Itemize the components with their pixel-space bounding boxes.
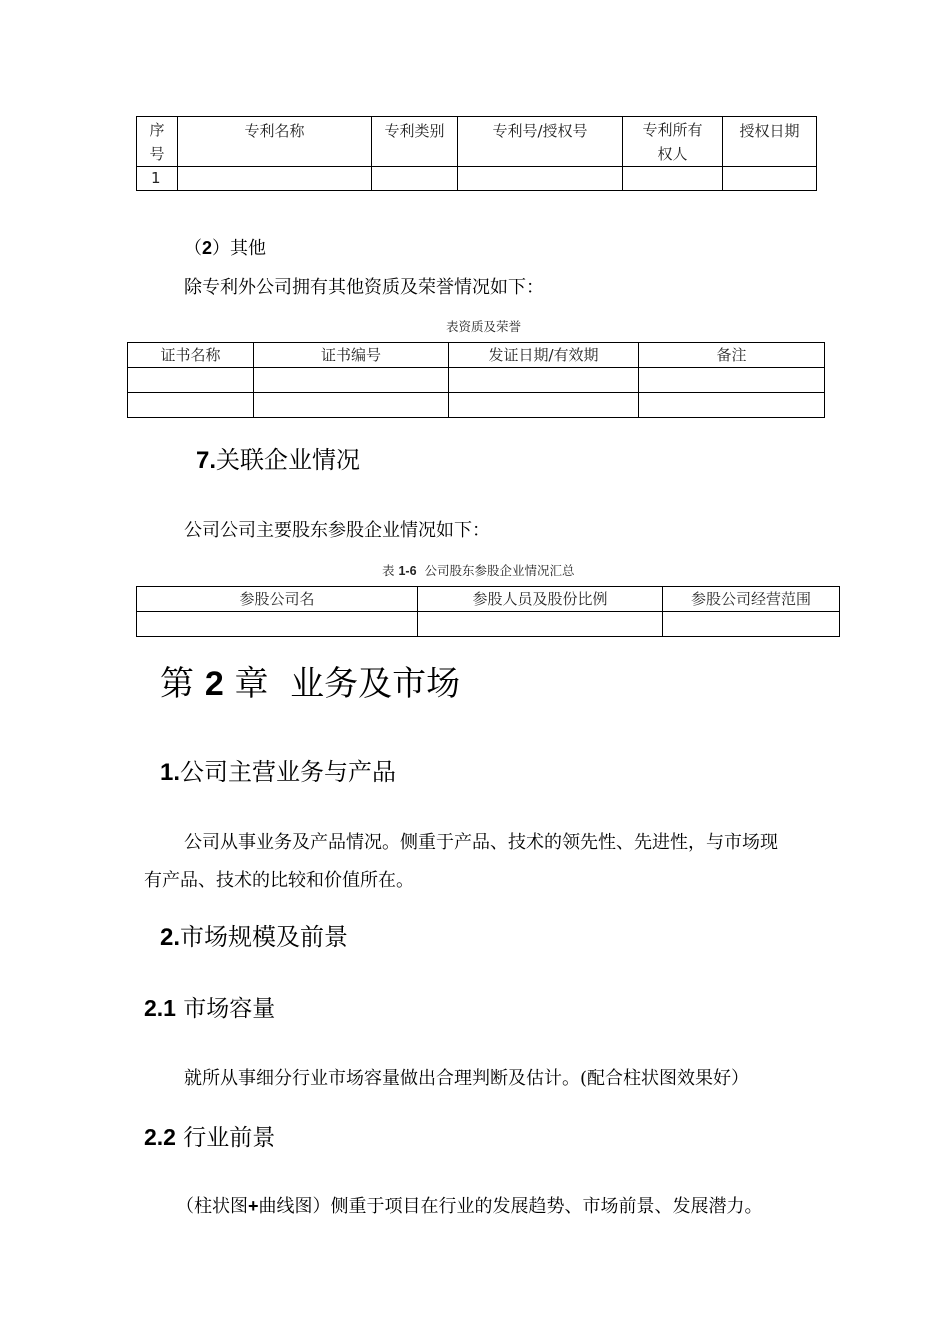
section-7-num: 7. <box>196 447 217 474</box>
header-owner-line2: 权人 <box>657 145 688 163</box>
section-2-1-heading <box>144 990 275 1023</box>
table-cell <box>458 167 623 191</box>
header-cell-patent-name: 专利名称 <box>178 117 372 167</box>
table-row <box>128 368 825 393</box>
table-header-row <box>137 587 840 612</box>
table-cell <box>418 612 663 637</box>
section-2-2-para-plus: + <box>248 1196 259 1216</box>
chapter-2-prefix: 第 <box>160 664 205 704</box>
header-cell-patent-owner <box>623 117 723 167</box>
section-1-num: 1. <box>160 759 181 786</box>
table-cell <box>639 393 825 418</box>
table-cell <box>623 167 723 191</box>
section-2-2-paragraph <box>176 1192 763 1218</box>
header-cell-patent-type: 专利类别 <box>372 117 458 167</box>
patent-table <box>136 116 817 191</box>
table-cell <box>639 368 825 393</box>
header-cell-seq <box>137 117 178 167</box>
section-2-2-num: 2.2 <box>144 1124 176 1150</box>
table-cell <box>723 167 817 191</box>
header-cell-company-name: 参股公司名 <box>137 587 418 612</box>
share-table <box>136 586 840 637</box>
header-cell-issue-date: 发证日期/有效期 <box>449 343 639 368</box>
table-header-row <box>128 343 825 368</box>
section-2-2-heading <box>144 1119 275 1152</box>
chapter-2-num: 2 <box>204 665 224 703</box>
table-cell <box>449 368 639 393</box>
share-caption-text: 公司股东参股企业情况汇总 <box>416 563 575 578</box>
table-row <box>128 393 825 418</box>
section-1-paragraph-line1: 公司从事业务及产品情况。侧重于产品、技术的领先性、先进性，与市场现 <box>184 832 778 853</box>
section-2-2-para-open: （柱状图 <box>176 1196 248 1217</box>
header-cell-business-scope: 参股公司经营范围 <box>663 587 840 612</box>
other-heading-text: ）其他 <box>212 238 267 259</box>
section-1-paragraph-line2: 有产品、技术的比较和价值所在。 <box>144 870 414 891</box>
chapter-2-title: 章 业务及市场 <box>223 664 461 704</box>
other-intro: 除专利外公司拥有其他资质及荣誉情况如下： <box>184 277 544 298</box>
section-7-intro: 公司公司主要股东参股企业情况如下： <box>184 520 490 541</box>
table-header-row <box>137 117 817 167</box>
header-cell-patent-number: 专利号/授权号 <box>458 117 623 167</box>
header-seq-line2: 号 <box>149 145 165 163</box>
section-2-2-para-rest: 曲线图）侧重于项目在行业的发展趋势、市场前景、发展潜力。 <box>258 1196 763 1217</box>
table-cell <box>254 368 449 393</box>
table-cell <box>178 167 372 191</box>
header-cell-cert-name: 证书名称 <box>128 343 254 368</box>
header-cell-cert-number: 证书编号 <box>254 343 449 368</box>
cert-table <box>127 342 825 418</box>
share-caption-prefix: 表 <box>382 563 399 578</box>
share-caption-num: 1-6 <box>398 564 417 578</box>
table-cell <box>663 612 840 637</box>
table-cell <box>449 393 639 418</box>
share-table-caption <box>382 561 575 579</box>
section-7-heading <box>196 440 360 475</box>
section-2-title: 市场规模及前景 <box>180 923 349 951</box>
header-cell-grant-date: 授权日期 <box>723 117 817 167</box>
table-cell <box>137 612 418 637</box>
header-cell-shareholders: 参股人员及股份比例 <box>418 587 663 612</box>
table-cell <box>372 167 458 191</box>
section-2-1-num: 2.1 <box>144 995 176 1021</box>
other-heading <box>184 234 266 260</box>
section-2-1-paragraph: 就所从事细分行业市场容量做出合理判断及估计。(配合柱状图效果好） <box>184 1068 750 1089</box>
section-2-1-title: 市场容量 <box>175 996 276 1022</box>
header-owner-line1: 专利所有 <box>642 121 703 139</box>
table-cell <box>128 393 254 418</box>
chapter-2-heading <box>160 656 460 705</box>
header-cell-remarks: 备注 <box>639 343 825 368</box>
section-1-title: 公司主营业务与产品 <box>180 758 397 786</box>
table-cell: 1 <box>137 167 178 191</box>
section-2-heading <box>160 917 348 952</box>
table-row <box>137 612 840 637</box>
table-cell <box>254 393 449 418</box>
section-2-2-title: 行业前景 <box>175 1125 276 1151</box>
other-heading-open: （ <box>184 238 202 259</box>
section-1-heading <box>160 752 396 787</box>
section-2-num: 2. <box>160 924 181 951</box>
table-row <box>137 167 817 191</box>
section-7-title: 关联企业情况 <box>216 446 361 474</box>
cert-table-caption: 表资质及荣誉 <box>446 319 522 334</box>
other-heading-num: 2 <box>202 238 213 258</box>
header-seq-line1: 序 <box>149 121 165 139</box>
table-cell <box>128 368 254 393</box>
